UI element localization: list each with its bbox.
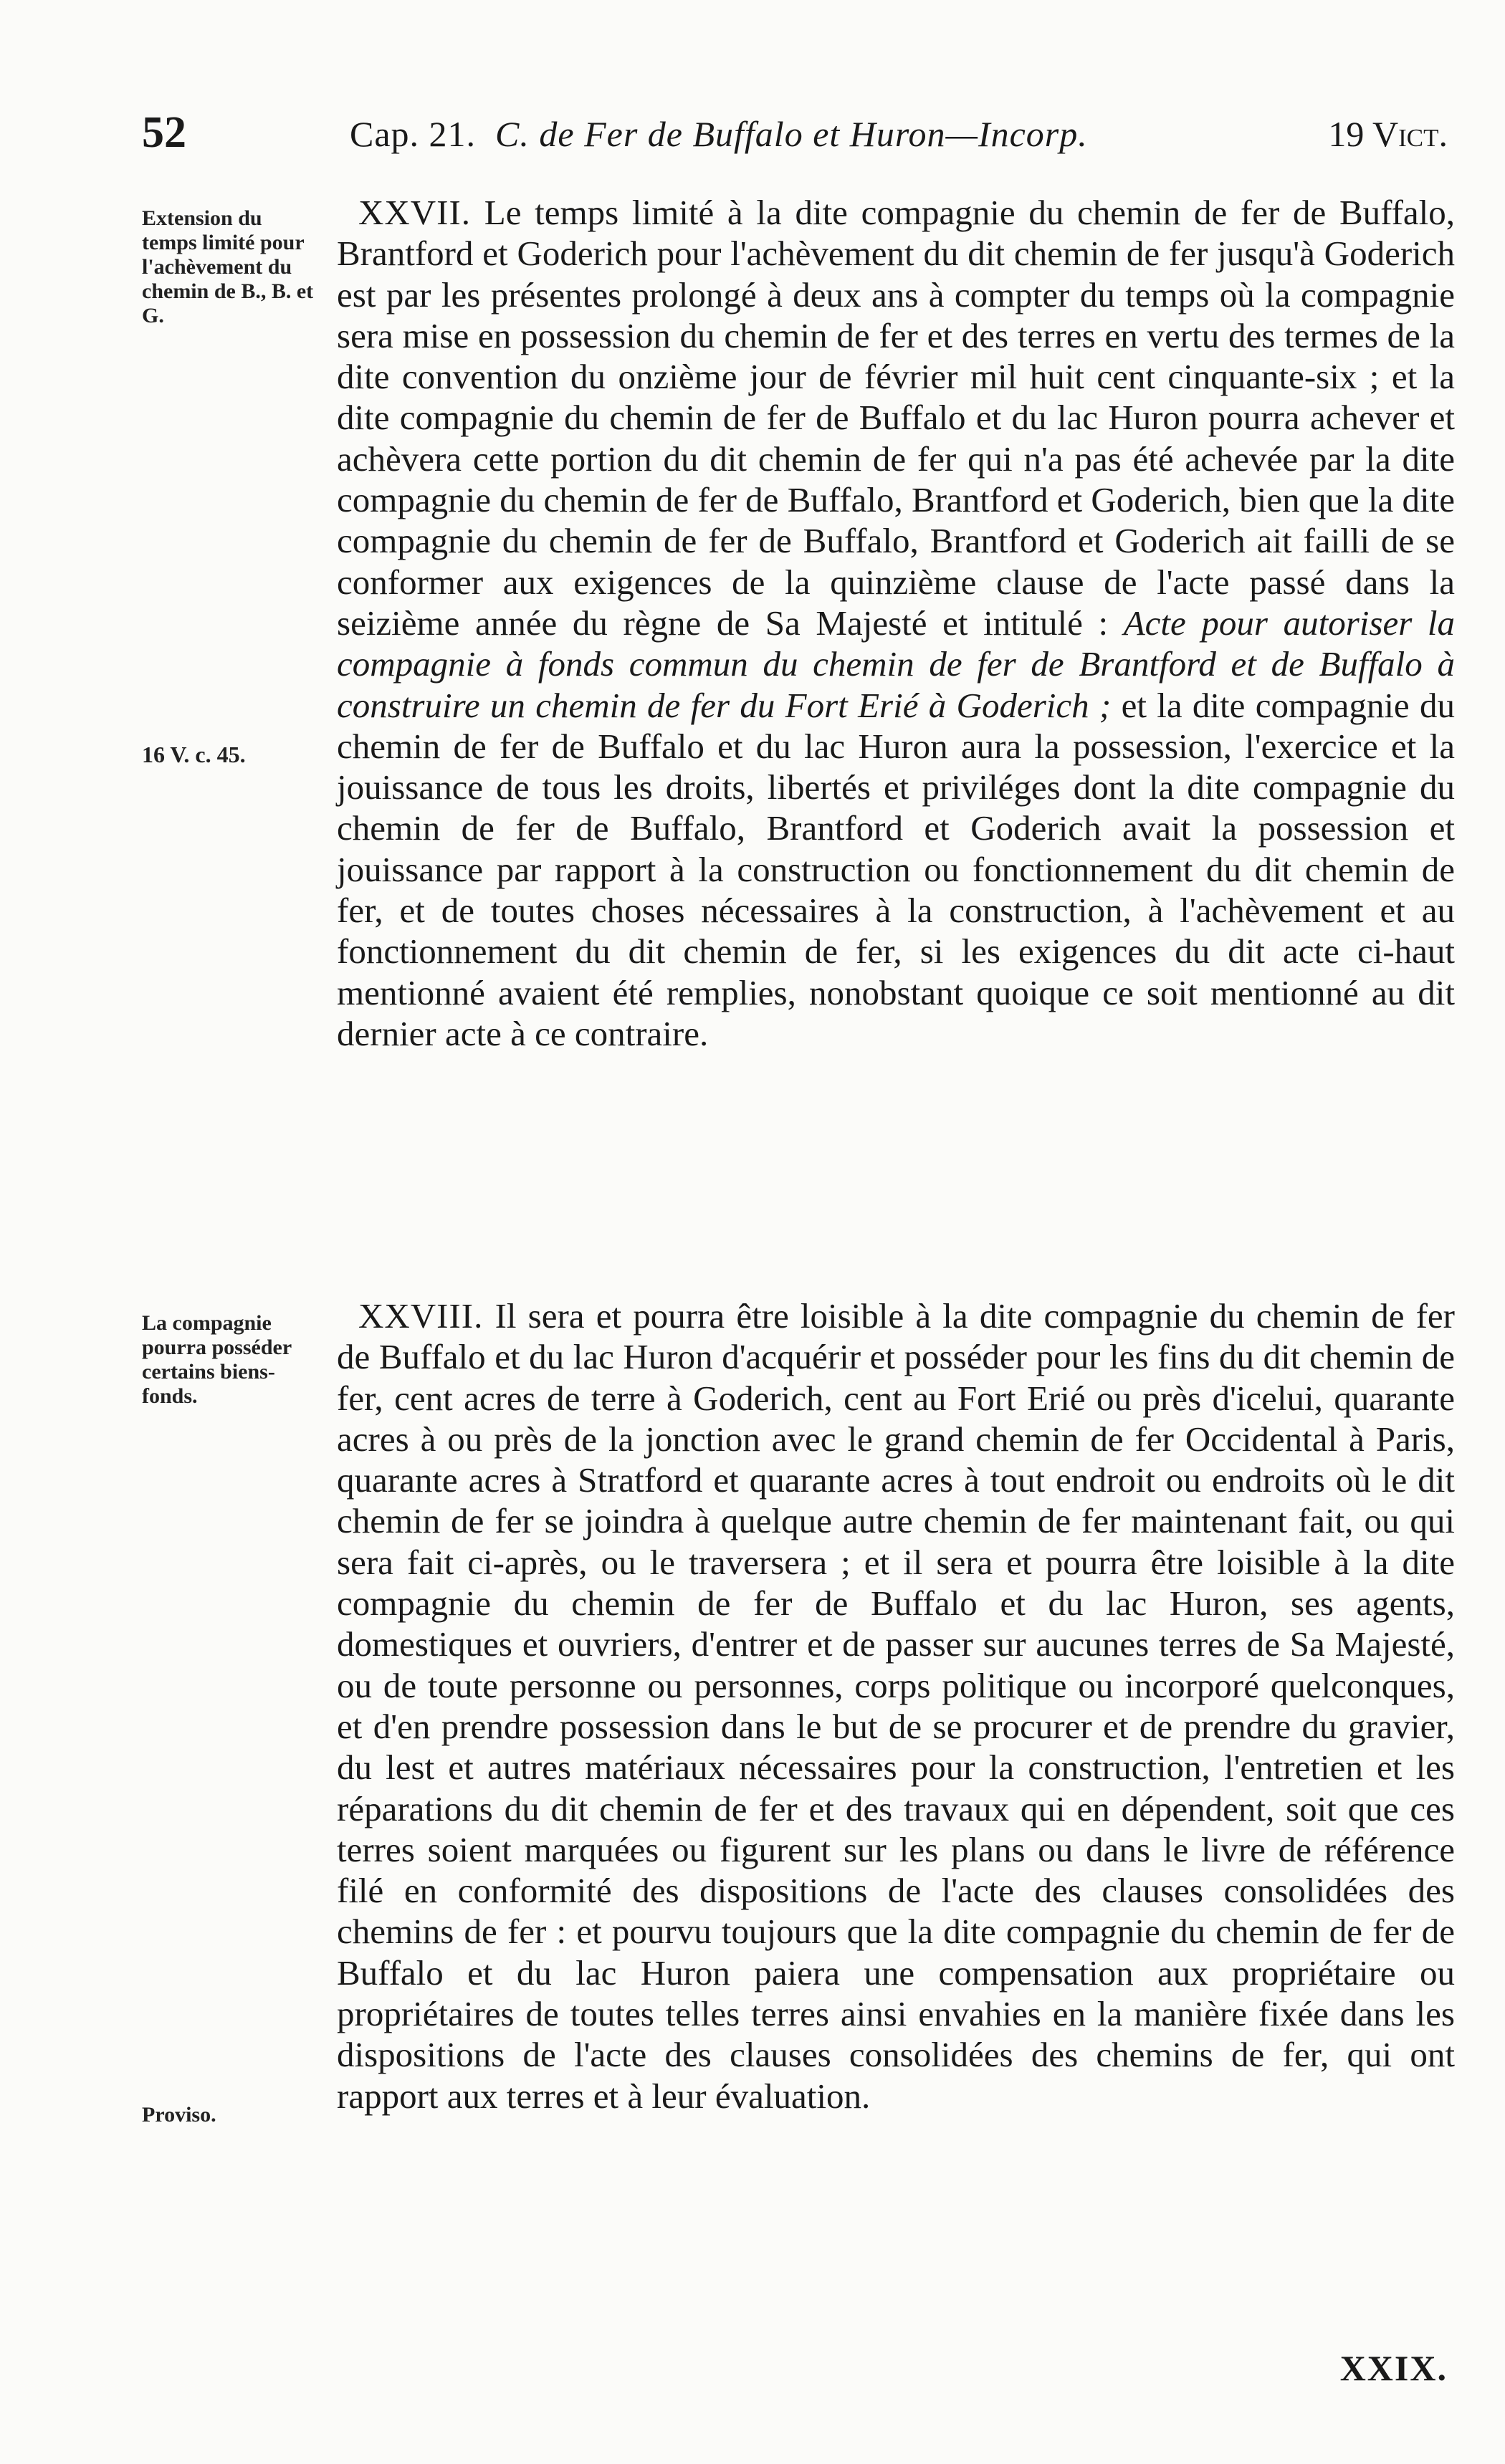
margin-note-extension: Extension du temps limité pour l'achèvement du chemin de B., B. et G. (142, 206, 314, 327)
section-27-text-part1: Le temps limité à la dite compagnie du chemin de fer de Buffalo, Brantford et Goderich pour l'achèvement du dit chemin de fer jusqu'à Goderich est par les présentes prolongé à deux ans à compter du temps où la compagnie sera mise en possession du chemin de fer et des terres en vertu des termes de la dite convention du onzième jour de février mil huit cent cinquante-six ; et la dite compagnie du chemin de fer de Buffalo et du lac Huron pourra achever et achèvera cette portion du dit chemin de fer qui n'a pas été achevée par la dite compagnie du chemin de fer de Buffalo, Brantford et Goderich, bien que la dite compagnie du chemin de fer de Buffalo, Brantford et Goderich ait failli de se conformer aux exigences de la quinzième clause de l'acte passé dans la seizième année du règne de Sa Majesté et intitulé : (337, 193, 1455, 643)
margin-note-proviso: Proviso. (142, 2103, 216, 2127)
regnal-year: 19 Vict. (1328, 114, 1448, 154)
section-28-number: XXVIII. (358, 1296, 484, 1336)
catchword: XXIX. (1339, 2348, 1448, 2388)
section-28 (337, 1295, 1455, 2117)
section-27 (337, 192, 1455, 1054)
section-27-number: XXVII. (358, 193, 472, 232)
page-header (0, 107, 1505, 172)
chapter-number: Cap. 21. (350, 114, 477, 154)
page-number: 52 (142, 108, 186, 157)
margin-note-company-power: La compagnie pourra posséder certains biens-fonds. (142, 1311, 292, 1408)
running-title (350, 113, 1088, 155)
margin-note-statute-ref: 16 V. c. 45. (142, 742, 246, 767)
section-28-text: Il sera et pourra être loisible à la dite compagnie du chemin de fer de Buffalo et du lac Huron d'acquérir et posséder pour les fins du dit chemin de fer, cent acres de terre à Goderich, cent au Fort Erié ou près d'icelui, quarante acres à ou près de la jonction avec le grand chemin de fer Occidental à Paris, quarante acres à Stratford et quarante acres à tout endroit ou endroits où le dit chemin de fer se joindra à quelque autre chemin de fer maintenant fait, ou qui sera fait ci-après, ou le traversera ; et il sera et pourra être loisible à la dite compagnie du chemin de fer de Buffalo et du lac Huron, ses agents, domestiques et ouvriers, d'entrer et de passer sur aucunes terres de Sa Majesté, ou de toute personne ou personnes, corps politique ou incorporé quelconques, et d'en prendre possession dans le but de se procurer et de prendre du gravier, du lest et autres matériaux nécessaires pour la construction, l'entretien et les réparations du dit chemin de fer et des travaux qui en dépendent, soit que ces terres soient marquées ou figurent sur les plans ou dans le livre de référence filé en conformité des dispositions de l'acte des clauses consolidées des chemins de fer : et pourvu toujours que la dite compagnie du chemin de fer de Buffalo et du lac Huron paiera une compensation aux propriétaire ou propriétaires de toutes telles terres ainsi envahies en la manière fixée dans les dispositions de l'acte des clauses consolidées des chemins de fer, qui ont rapport aux terres et à leur évaluation. (337, 1296, 1456, 2116)
section-27-text-part2: et la dite compagnie du chemin de fer de Buffalo et du lac Huron aura la possession, l'exercice et la jouissance de tous les droits, libertés et priviléges dont la dite compagnie du chemin de fer de Buffalo, Brantford et Goderich avait la possession et jouissance par rapport à la construction ou fonctionnement du dit chemin de fer, et de toutes choses nécessaires à la construction, à l'achèvement et au fonctionnement du dit chemin de fer, si les exigences du dit acte ci-haut mentionné avaient été remplies, nonobstant quoique ce soit mentionné au dit dernier acte à ce contraire. (337, 685, 1455, 1053)
act-short-title: C. de Fer de Buffalo et Huron—Incorp. (495, 114, 1088, 154)
section-27-paragraph (337, 192, 1455, 1054)
section-28-paragraph (337, 1295, 1455, 2117)
section-27-act-title: Acte pour autoriser la compagnie à fonds commun du chemin de fer de Brantford et de Buffalo à construire un chemin de fer du Fort Erié à Goderich ; (337, 603, 1455, 725)
